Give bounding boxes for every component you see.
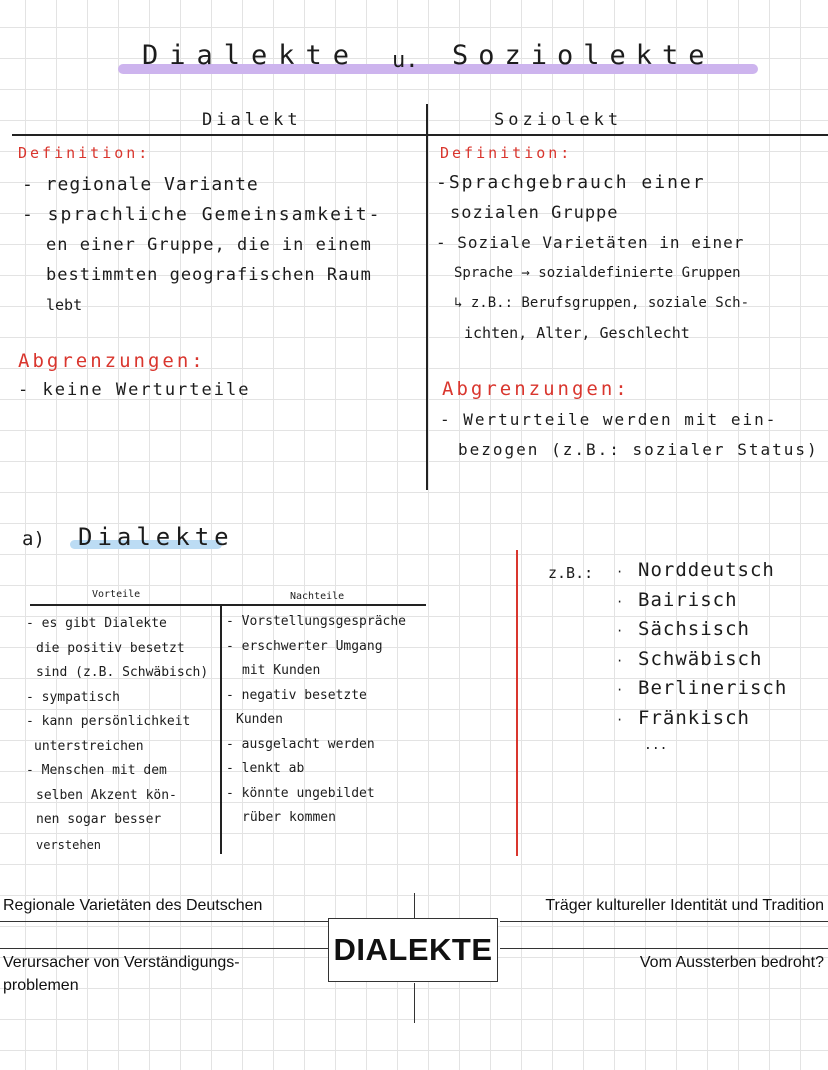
soziolekt-def-line: -Sprachgebrauch einer	[436, 172, 706, 193]
example-bullet: ·	[616, 653, 624, 668]
diagram-line-vertical-bottom	[414, 983, 415, 1023]
diagram-line-vertical-top	[414, 893, 415, 920]
dialekt-header: Dialekt	[202, 110, 302, 130]
example-text: Sächsisch	[638, 618, 750, 640]
dialekt-def-line: - regionale Variante	[22, 174, 259, 195]
soziolekt-def-line: sozialen Gruppe	[450, 203, 619, 223]
vorteil-line: unterstreichen	[34, 738, 144, 754]
dialekt-abgrenzungen-label: Abgrenzungen:	[18, 350, 206, 372]
vorteil-line: selben Akzent kön-	[36, 787, 177, 803]
nachteil-line: - könnte ungebildet	[226, 785, 375, 801]
vorteil-line: verstehen	[36, 837, 102, 852]
table-header-line	[12, 134, 828, 136]
example-item	[616, 586, 826, 616]
soziolekt-abgrenzungen-line: bezogen (z.B.: sozialer Status)	[458, 440, 819, 459]
vorteil-line: nen sogar besser	[36, 812, 162, 827]
vorteil-line: sind (z.B. Schwäbisch)	[36, 665, 209, 680]
pro-con-divider	[220, 604, 222, 854]
nachteil-line: Kunden	[236, 712, 283, 727]
example-item	[616, 733, 826, 763]
diagram-bottom-right-text: Vom Aussterben bedroht?	[639, 954, 824, 971]
example-text: Bairisch	[638, 588, 738, 611]
vorteil-line: - es gibt Dialekte	[26, 616, 167, 631]
soziolekt-def-line: ichten, Alter, Geschlecht	[464, 324, 690, 342]
vorteil-line: - sympatisch	[26, 689, 120, 705]
vorteile-list	[26, 612, 218, 857]
soziolekt-definition-label: Definition:	[440, 144, 573, 162]
examples-red-divider	[516, 550, 518, 856]
examples-list	[616, 556, 826, 763]
example-item	[616, 704, 826, 734]
dialekt-def-line: bestimmten geografischen Raum	[46, 265, 372, 285]
title-soziolekte: Soziolekte	[452, 40, 715, 71]
diagram-line-top-left	[0, 921, 328, 922]
example-text: Schwäbisch	[638, 647, 763, 670]
dialekt-def-line: - sprachliche Gemeinsamkeit-	[22, 204, 382, 225]
example-bullet: ·	[616, 712, 624, 727]
example-text: Norddeutsch	[638, 559, 775, 581]
dialekt-abgrenzungen-line: - keine Werturteile	[18, 380, 251, 400]
section-a-prefix: a)	[22, 528, 45, 550]
example-item	[616, 556, 826, 586]
diagram-top-right-text: Träger kultureller Identität und Tradition	[545, 897, 824, 914]
nachteil-line: - ausgelacht werden	[226, 736, 375, 752]
soziolekt-def-line: - Soziale Varietäten in einer	[436, 233, 745, 252]
section-a-title: Dialekte	[78, 523, 234, 551]
diagram-line-bottom-right	[500, 948, 828, 949]
diagram-center-box	[328, 918, 498, 982]
diagram-center-label: DIALEKTE	[333, 932, 493, 967]
dialekt-definition-label: Definition:	[18, 144, 151, 162]
nachteil-line: - erschwerter Umgang	[226, 638, 383, 654]
soziolekt-def-line: Sprache → sozialdefinierte Gruppen	[454, 265, 741, 281]
diagram-bottom-left-text-2: problemen	[3, 977, 79, 994]
soziolekt-definition-lines	[436, 168, 828, 348]
table-divider	[426, 104, 428, 490]
example-bullet: ·	[616, 594, 624, 609]
example-ellipsis: ...	[644, 738, 668, 753]
vorteile-header: Vorteile	[92, 589, 141, 600]
nachteil-line: - Vorstellungsgespräche	[226, 614, 407, 629]
nachteil-line: rüber kommen	[242, 810, 336, 825]
example-item	[616, 645, 826, 675]
diagram-line-bottom-left	[0, 948, 328, 949]
example-item	[616, 674, 826, 704]
vorteil-line: die positiv besetzt	[36, 640, 185, 656]
soziolekt-header: Soziolekt	[494, 110, 623, 130]
title-and: u.	[392, 48, 419, 73]
examples-label: z.B.:	[548, 564, 594, 582]
soziolekt-def-line: ↳ z.B.: Berufsgruppen, soziale Sch-	[454, 295, 750, 311]
nachteil-line: - lenkt ab	[226, 761, 305, 776]
diagram-top-left-text: Regionale Varietäten des Deutschen	[3, 897, 263, 914]
nachteil-line: mit Kunden	[242, 663, 321, 678]
example-item	[616, 615, 826, 645]
title-dialekte: Dialekte	[142, 40, 361, 71]
diagram-line-top-right	[500, 921, 828, 922]
nachteile-list	[226, 610, 436, 831]
vorteil-line: - kann persönlichkeit	[26, 714, 191, 729]
vorteil-line: - Menschen mit dem	[26, 763, 167, 778]
nachteile-header: Nachteile	[290, 591, 345, 602]
example-text: Fränkisch	[638, 706, 750, 729]
dialekt-def-line: en einer Gruppe, die in einem	[46, 235, 372, 255]
dialekt-definition-lines	[22, 170, 422, 320]
example-bullet: ·	[616, 683, 624, 697]
diagram-bottom-left-text-1: Verursacher von Verständigungs-	[3, 954, 240, 971]
soziolekt-abgrenzungen-label: Abgrenzungen:	[442, 378, 630, 400]
soziolekt-abgrenzungen-line: - Werturteile werden mit ein-	[440, 410, 778, 429]
dialekt-def-line: lebt	[46, 296, 83, 314]
pro-con-header-line	[30, 604, 426, 606]
example-bullet: ·	[616, 565, 624, 579]
example-text: Berlinerisch	[638, 677, 788, 699]
nachteil-line: - negativ besetzte	[226, 687, 367, 703]
example-bullet: ·	[616, 624, 624, 638]
